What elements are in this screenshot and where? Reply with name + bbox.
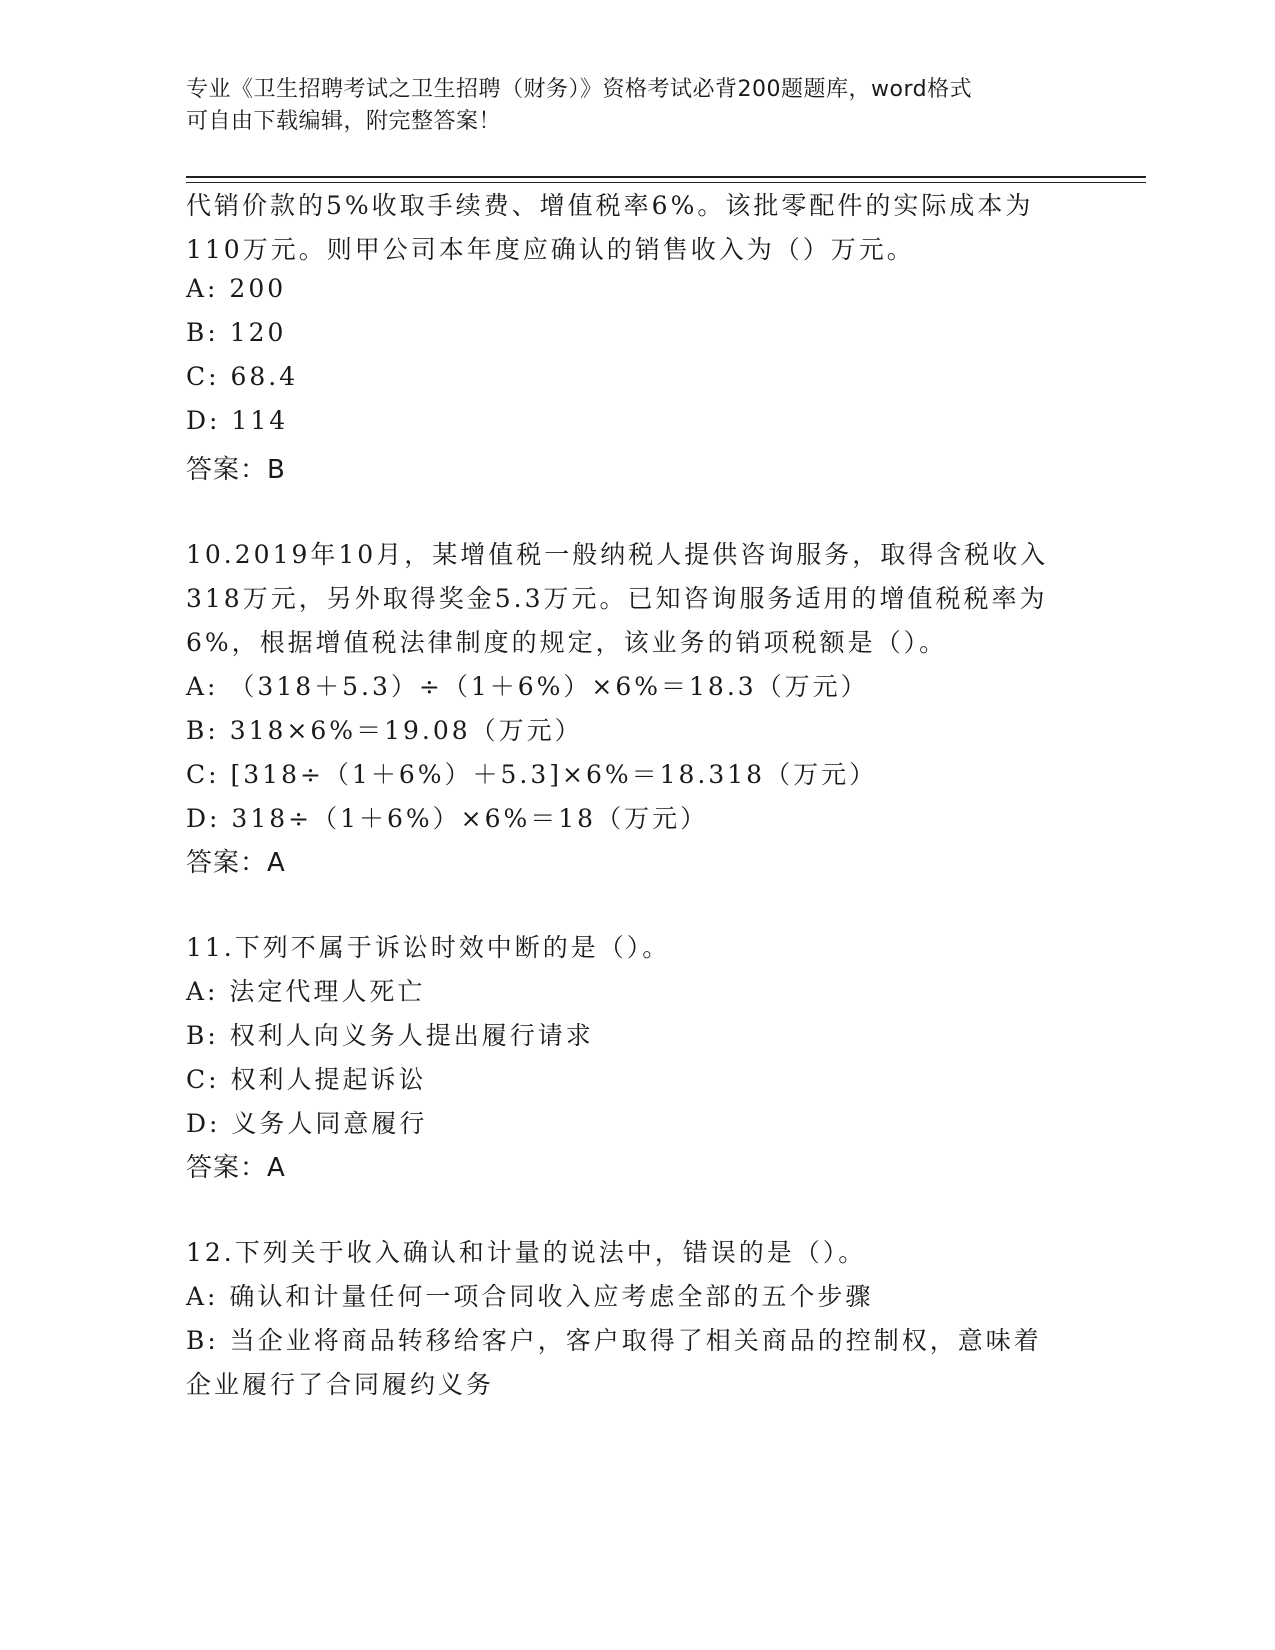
header-title-line1: 专业《卫生招聘考试之卫生招聘（财务）》资格考试必背200题题库，word格式 (186, 77, 973, 102)
q10-option-b: B: 318×6%＝19.08（万元） (186, 716, 583, 745)
q9-option-b: B: 120 (186, 318, 287, 347)
q12-stem-line1: 12.下列关于收入确认和计量的说法中，错误的是（）。 (186, 1238, 867, 1267)
q10-option-d: D: 318÷（1＋6%）×6%＝18（万元） (186, 804, 709, 833)
q12-option-a: A: 确认和计量任何一项合同收入应考虑全部的五个步骤 (186, 1282, 874, 1311)
q9-option-a: A: 200 (186, 274, 287, 303)
q11-option-b: B: 权利人向义务人提出履行请求 (186, 1021, 594, 1050)
header-divider-thin (186, 182, 1146, 183)
q9-answer: 答案：B (186, 455, 286, 485)
q10-stem-line2: 318万元，另外取得奖金5.3万元。已知咨询服务适用的增值税税率为 (186, 584, 1048, 613)
q11-answer: 答案：A (186, 1153, 286, 1183)
q9-stem-line2: 110万元。则甲公司本年度应确认的销售收入为（）万元。 (186, 235, 915, 264)
q9-option-c: C: 68.4 (186, 362, 299, 391)
q10-stem-line3: 6%，根据增值税法律制度的规定，该业务的销项税额是（）。 (186, 628, 948, 657)
q12-option-b-line2: 企业履行了合同履约义务 (186, 1370, 495, 1399)
q9-stem-line1: 代销价款的5%收取手续费、增值税率6%。该批零配件的实际成本为 (186, 191, 1034, 220)
header-divider-thick (186, 176, 1146, 178)
q11-option-d: D: 义务人同意履行 (186, 1109, 428, 1138)
q10-stem-line1: 10.2019年10月，某增值税一般纳税人提供咨询服务，取得含税收入 (186, 540, 1049, 569)
q11-stem-line1: 11.下列不属于诉讼时效中断的是（）。 (186, 933, 671, 962)
q12-option-b-line1: B: 当企业将商品转移给客户，客户取得了相关商品的控制权，意味着 (186, 1326, 1042, 1355)
q10-option-a: A: （318＋5.3）÷（1＋6%）×6%＝18.3（万元） (186, 672, 869, 701)
q11-option-a: A: 法定代理人死亡 (186, 977, 426, 1006)
q11-option-c: C: 权利人提起诉讼 (186, 1065, 427, 1094)
q10-answer: 答案：A (186, 848, 286, 878)
q10-option-c: C: [318÷（1＋6%）＋5.3]×6%＝18.318（万元） (186, 760, 878, 789)
header-title-line2: 可自由下载编辑，附完整答案！ (186, 109, 502, 134)
document-header (186, 74, 1066, 138)
q9-option-d: D: 114 (186, 406, 289, 435)
